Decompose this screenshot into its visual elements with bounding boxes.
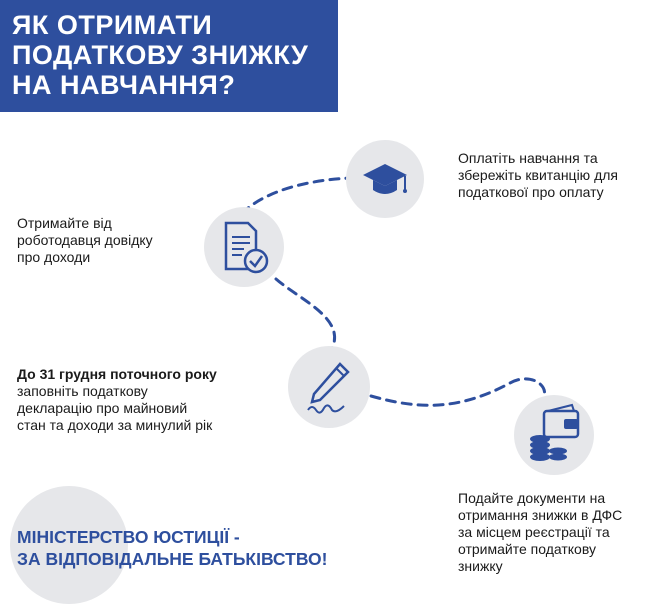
ministry-line-2: ЗА ВІДПОВІДАЛЬНЕ БАТЬКІВСТВО! [17, 549, 328, 569]
title-line-1: ЯК ОТРИМАТИ [12, 10, 213, 40]
step-4-icon-circle [514, 395, 594, 475]
document-check-icon [204, 207, 284, 287]
graduation-cap-icon [346, 140, 424, 218]
ministry-line-1: МІНІСТЕРСТВО ЮСТИЦІЇ - [17, 527, 240, 547]
step-1-icon-circle [346, 140, 424, 218]
step-4-line-4: отримайте податкову [458, 541, 596, 557]
step-2-text [17, 215, 153, 266]
wallet-coins-icon [514, 395, 594, 475]
title-line-3: НА НАВЧАННЯ? [12, 70, 236, 100]
step-4-line-1: Подайте документи на [458, 490, 606, 506]
ministry-slogan [17, 526, 327, 570]
step-1-text [458, 150, 618, 201]
pen-signature-icon [288, 346, 370, 428]
step-2-line-1: Отримайте від [17, 215, 112, 231]
step-2-line-2: роботодавця довідку [17, 232, 153, 248]
step-3-icon-circle [288, 346, 370, 428]
step-3-text [17, 366, 217, 434]
step-4-line-3: за місцем реєстрації та [458, 524, 610, 540]
step-4-line-2: отримання знижки в ДФС [458, 507, 623, 523]
step-1-line-1: Оплатіть навчання та [458, 150, 598, 166]
title-line-2: ПОДАТКОВУ ЗНИЖКУ [12, 40, 309, 70]
step-3-bold-line: До 31 грудня поточного року [17, 366, 217, 382]
step-4-line-5: знижку [458, 558, 503, 574]
step-3-line-1: заповніть податкову [17, 383, 148, 399]
step-2-icon-circle [204, 207, 284, 287]
step-3-line-3: стан та доходи за минулий рік [17, 417, 213, 433]
step-4-text [458, 490, 622, 575]
step-3-line-2: декларацію про майновий [17, 400, 188, 416]
step-2-line-3: про доходи [17, 249, 91, 265]
step-1-line-3: податкової про оплату [458, 184, 604, 200]
step-1-line-2: збережіть квитанцію для [458, 167, 618, 183]
